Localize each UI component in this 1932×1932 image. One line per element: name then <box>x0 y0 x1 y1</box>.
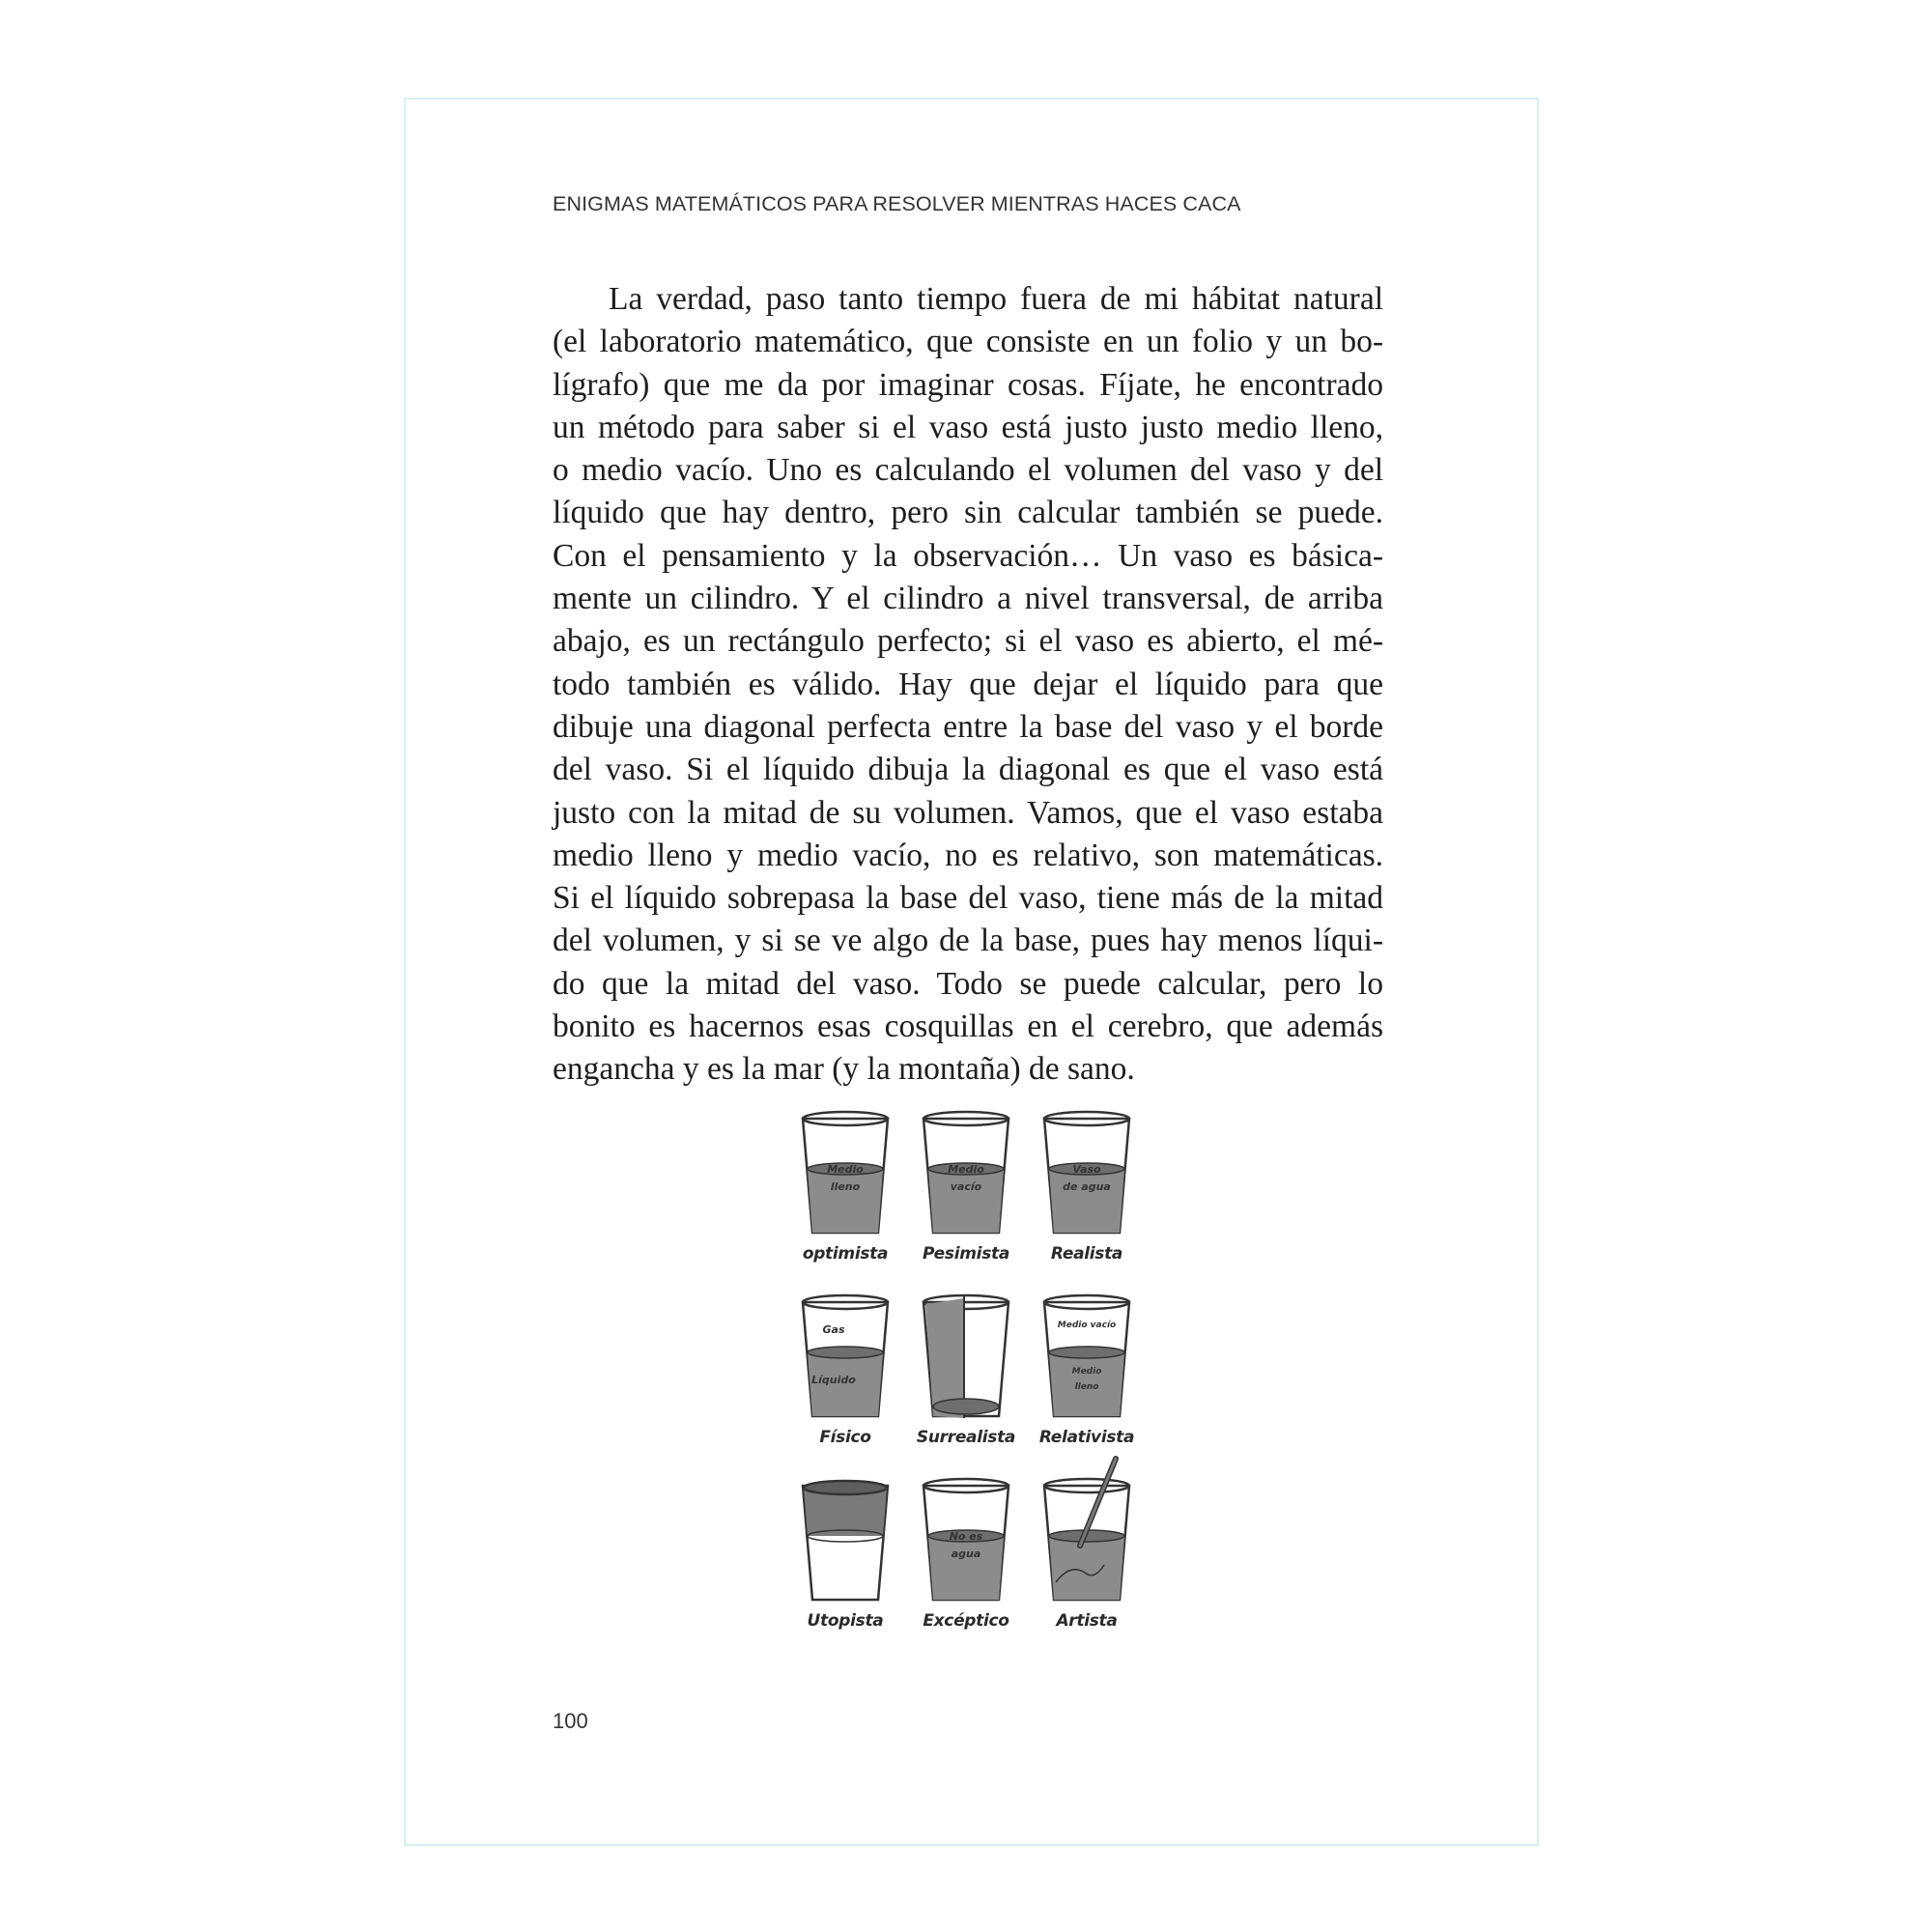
glass-icon <box>795 1476 895 1611</box>
paragraph-line: Si el líquido sobrepasa la base del vaso, tiene más de la mitad <box>553 880 1383 917</box>
paragraph-line: del volumen, y si se ve algo de la base, pues hay menos líqui- <box>553 923 1383 959</box>
paragraph-line: abajo, es un rectángulo perfecto; si el vaso es abierto, el mé- <box>553 623 1383 660</box>
paragraph-line: engancha y es la mar (y la montaña) de sano. <box>553 1051 1135 1088</box>
glass-icon <box>795 1293 895 1428</box>
glass-label: optimista <box>802 1244 889 1264</box>
paragraph-line: un método para saber si el vaso está justo justo medio lleno, <box>553 409 1383 445</box>
glass-inner-label: de agua <box>1063 1180 1111 1193</box>
glass-label: Surrealista <box>916 1428 1016 1447</box>
glass-label: Artista <box>1056 1611 1118 1631</box>
glasses-illustration <box>787 1109 1159 1679</box>
glass-inner-label: lleno <box>1074 1382 1099 1392</box>
glass-inner-label: Gas <box>822 1323 845 1336</box>
glass-realista <box>1029 1109 1145 1273</box>
paragraph-line: dibuje una diagonal perfecta entre la base del vaso y el borde <box>553 708 1383 745</box>
paragraph-line: bonito es hacernos esas cosquillas en el cerebro, que además <box>553 1009 1383 1045</box>
glass-inner-label: Vaso <box>1072 1163 1101 1176</box>
glass-icon <box>916 1109 1016 1244</box>
book-page <box>404 98 1539 1846</box>
glass-icon <box>1037 1476 1137 1611</box>
page-number: 100 <box>553 1709 588 1733</box>
glass-fisico <box>787 1293 903 1457</box>
paragraph-line: lígrafo) que me da por imaginar cosas. Fíjate, he encontrado <box>553 366 1383 403</box>
paragraph-line: líquido que hay dentro, pero sin calcular también se puede. <box>553 495 1383 531</box>
glass-inner-label: Medio <box>948 1163 984 1176</box>
paragraph-line: medio lleno y medio vacío, no es relativo, son matemáticas. <box>553 837 1383 873</box>
glass-inner-label: Medio <box>1071 1367 1102 1377</box>
paragraph-line: justo con la mitad de su volumen. Vamos, que el vaso estaba <box>553 794 1383 831</box>
glass-icon <box>1037 1293 1137 1428</box>
glass-inner-label: Medio <box>827 1163 864 1176</box>
glass-inner-label: agua <box>951 1548 981 1560</box>
paragraph-line: Con el pensamiento y la observación… Un vaso es básica- <box>553 537 1383 574</box>
glass-label: Utopista <box>807 1611 884 1631</box>
glass-icon <box>916 1293 1016 1428</box>
glass-icon <box>795 1109 895 1244</box>
glass-icon <box>916 1476 1016 1611</box>
paragraph-line: La verdad, paso tanto tiempo fuera de mi hábitat natural <box>609 281 1383 317</box>
glass-artista <box>1029 1476 1145 1640</box>
paragraph-line: todo también es válido. Hay que dejar el líquido para que <box>553 666 1383 702</box>
glass-inner-label: Medio vacío <box>1057 1321 1117 1330</box>
glass-inner-label: Líquido <box>811 1374 856 1386</box>
glass-inner-label: vacío <box>950 1180 982 1193</box>
glass-excepcico <box>908 1476 1024 1640</box>
glass-surrealista <box>908 1293 1024 1457</box>
glass-label: Excéptico <box>923 1611 1009 1631</box>
glass-inner-label: No es <box>949 1530 983 1543</box>
glass-pesimista <box>908 1109 1024 1273</box>
glass-inner-label: lleno <box>830 1180 861 1193</box>
glass-optimista <box>787 1109 903 1273</box>
paragraph-line: o medio vacío. Uno es calculando el volumen del vaso y del <box>553 452 1383 489</box>
running-head: ENIGMAS MATEMÁTICOS PARA RESOLVER MIENTRAS HACES CACA <box>553 192 1241 215</box>
body-paragraph <box>553 278 1383 1092</box>
paragraph-line: del vaso. Si el líquido dibuja la diagonal es que el vaso está <box>553 752 1383 788</box>
paragraph-line: mente un cilindro. Y el cilindro a nivel transversal, de arriba <box>553 581 1383 617</box>
paragraph-line: do que la mitad del vaso. Todo se puede calcular, pero lo <box>553 965 1383 1002</box>
glass-utopista <box>787 1476 903 1640</box>
glass-label: Realista <box>1050 1244 1123 1264</box>
glass-label: Pesimista <box>922 1244 1010 1264</box>
glass-label: Relativista <box>1038 1428 1135 1447</box>
glass-icon <box>1037 1109 1137 1244</box>
glass-relativista <box>1029 1293 1145 1457</box>
paragraph-line: (el laboratorio matemático, que consiste en un folio y un bo- <box>553 324 1383 360</box>
glass-label: Físico <box>819 1428 871 1447</box>
